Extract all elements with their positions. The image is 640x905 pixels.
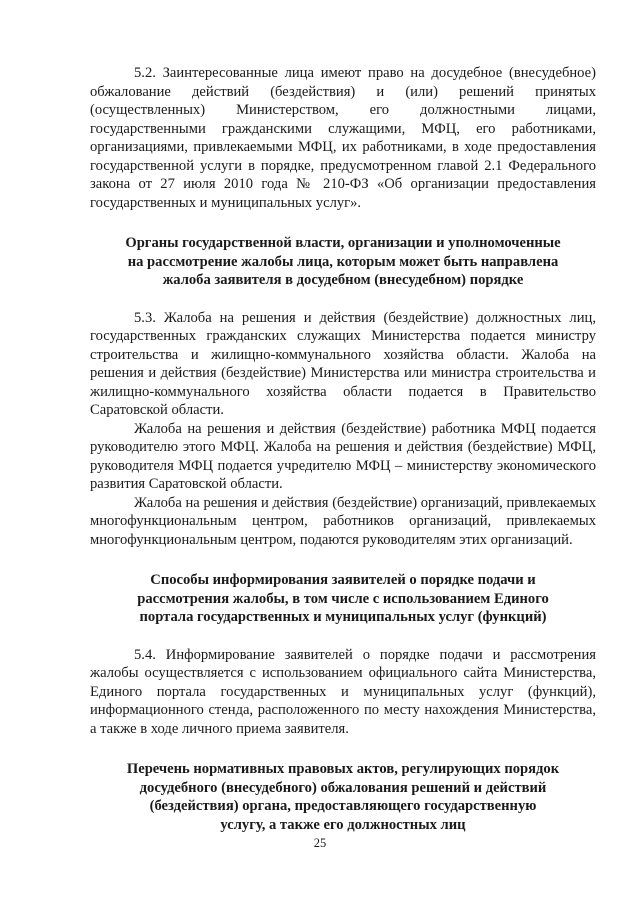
section-heading-regulatory-acts: Перечень нормативных правовых актов, регулирующих порядок досудебного (внесудебного) обжалования решений и действий (бездействия) органа, предоставляющего государственную услугу, а также его должностных лиц bbox=[126, 761, 560, 833]
page-number: 25 bbox=[313, 836, 327, 850]
spacer bbox=[90, 549, 596, 571]
section-heading-complaint-bodies: Органы государственной власти, организации и уполномоченные на рассмотрение жалобы лица, которым может быть направлена жалоба заявителя в досудебном (внесудебном) порядке bbox=[125, 235, 561, 288]
spacer bbox=[90, 212, 596, 234]
paragraph-5-2: 5.2. Заинтересованные лица имеют право на досудебное (внесудебное) обжалование действий (бездействия) и (или) решений принятых (осуществленных) Министерством, его должностными лицами, государственными гражданскими служащими, МФЦ, его работниками, организациями, привлекаемыми МФЦ, их работниками, в ходе предоставления государственной услуги в порядке, предусмотренном главой 2.1 Федерального закона от 27 июля 2010 года № 210-ФЗ «Об организации предоставления государственных и муниципальных услуг». bbox=[90, 65, 596, 211]
paragraph-mfc-complaint: Жалоба на решения и действия (бездействие) работника МФЦ подается руководителю этого МФЦ. Жалоба на решения и действия (бездействие) МФЦ, руководителя МФЦ подается учредителю МФЦ – министерству экономического развития Саратовской области. bbox=[90, 420, 596, 492]
spacer bbox=[90, 627, 596, 646]
spacer bbox=[90, 738, 596, 760]
section-heading-informing-methods: Способы информирования заявителей о порядке подачи и рассмотрения жалобы, в том числе с использованием Единого портала государственных и муниципальных услуг (функций) bbox=[137, 572, 549, 625]
paragraph-5-3: 5.3. Жалоба на решения и действия (бездействие) должностных лиц, государственных гражданских служащих Министерства подается министру строительства и жилищно-коммунального хозяйства области. Жалоба на решения и действия (бездействие) Министерства или министра строительства и жилищно-коммунального хозяйства области подается в Правительство Саратовской области. bbox=[90, 309, 596, 418]
document-page bbox=[90, 64, 596, 834]
paragraph-organizations-complaint: Жалоба на решения и действия (бездействие) организаций, привлекаемых многофункциональным центром, работников организаций, привлекаемых многофункциональным центром, подаются руководителям этих организаций. bbox=[90, 494, 596, 548]
paragraph-5-4: 5.4. Информирование заявителей о порядке подачи и рассмотрения жалобы осуществляется с использованием официального сайта Министерства, Единого портала государственных и муниципальных услуг (функций), информационного стенда, расположенного по месту нахождения Министерства, а также в ходе личного приема заявителя. bbox=[90, 646, 596, 737]
spacer bbox=[90, 290, 596, 309]
